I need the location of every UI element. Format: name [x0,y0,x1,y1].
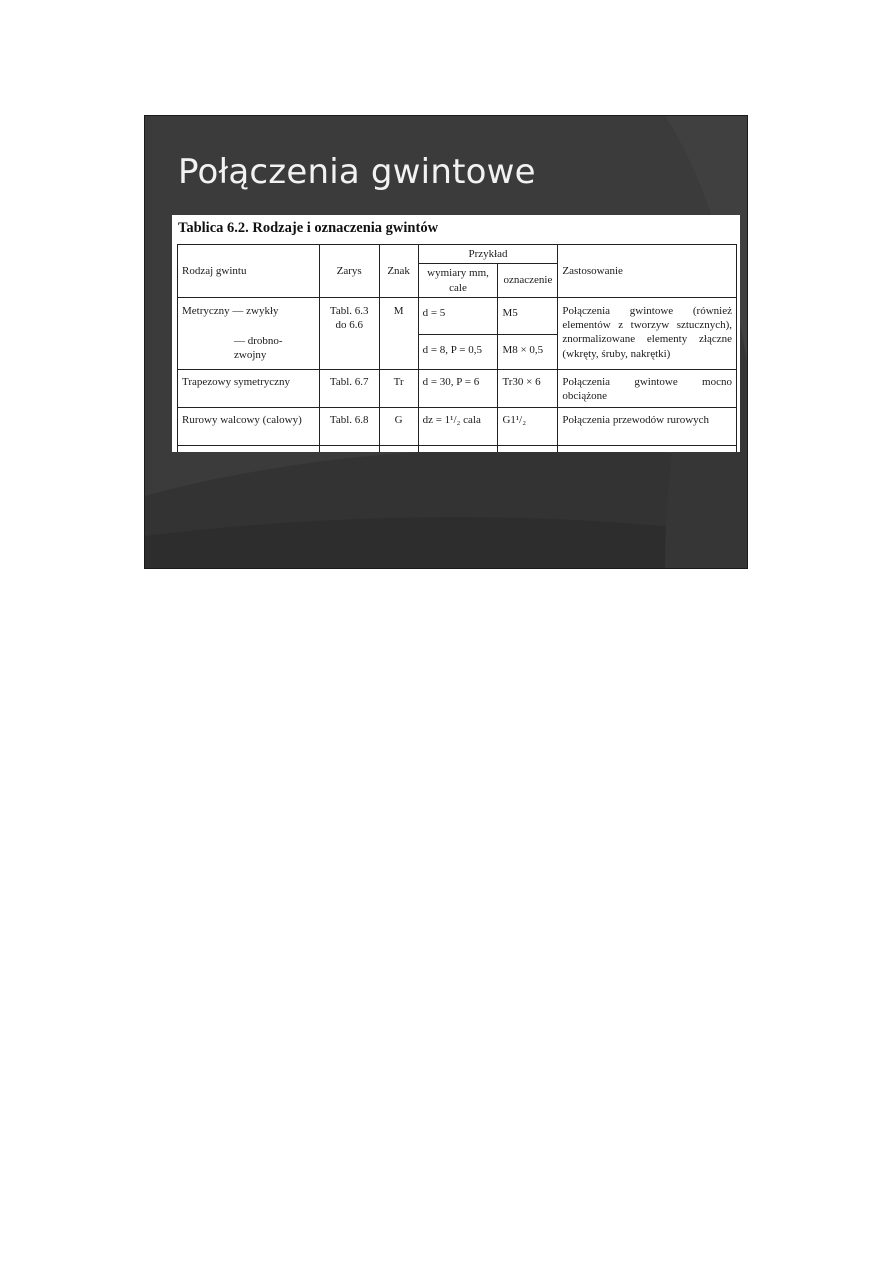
header-rodzaj: Rodzaj gwintu [178,245,320,298]
header-zastosowanie: Zastosowanie [558,245,737,298]
table-row-cut [178,445,737,452]
cell-znak: G [379,407,418,445]
cell-oznaczenie: Tr30 × 6 [498,369,558,407]
cell-wymiary: d = 30, P = 6 [418,369,498,407]
cell-rodzaj: Trapezowy symetryczny [178,369,320,407]
cell-zarys: Tabl. 6.7 [319,369,379,407]
header-oznaczenie: oznaczenie [498,264,558,298]
cell-znak: M [379,297,418,369]
cell-oznaczenie: G1¹/₂ [498,407,558,445]
header-znak: Znak [379,245,418,298]
table-row [178,297,737,334]
table-row [178,407,737,445]
slide-title: Połączenia gwintowe [178,152,536,192]
cell-zarys: Tabl. 6.3 do 6.6 [319,297,379,369]
thread-table-image [172,215,740,452]
cell-oznaczenie: M5 [498,297,558,334]
cell-zastosowanie: Połączenia gwintowe (również elementów z tworzyw sztucznych), znormalizowane elementy złączne (wkręty, śruby, nakrętki) [558,297,737,369]
cell-rodzaj: Rurowy walcowy (calowy) [178,407,320,445]
cell-rodzaj-sub: — drobno-zwojny [234,335,283,362]
header-zarys: Zarys [319,245,379,298]
cell-zastosowanie: Połączenia przewodów rurowych [558,407,737,445]
header-przyklad: Przykład [418,245,558,264]
cell-znak: Tr [379,369,418,407]
cell-oznaczenie: M8 × 0,5 [498,334,558,369]
cell-zastosowanie: Połączenia gwintowe mocno obciążone [558,369,737,407]
cell-rodzaj: Metryczny — zwykły [182,304,279,317]
header-wymiary: wymiary mm, cale [418,264,498,298]
cell-zarys: Tabl. 6.8 [319,407,379,445]
table-header-row [178,245,737,264]
slide [144,115,748,569]
table-row [178,369,737,407]
cell-wymiary: dz = 1¹/₂ cala [418,407,498,445]
thread-table [177,244,737,452]
cell-wymiary: d = 5 [418,297,498,334]
cell-wymiary: d = 8, P = 0,5 [418,334,498,369]
table-caption: Tablica 6.2. Rodzaje i oznaczenia gwintów [178,220,439,236]
